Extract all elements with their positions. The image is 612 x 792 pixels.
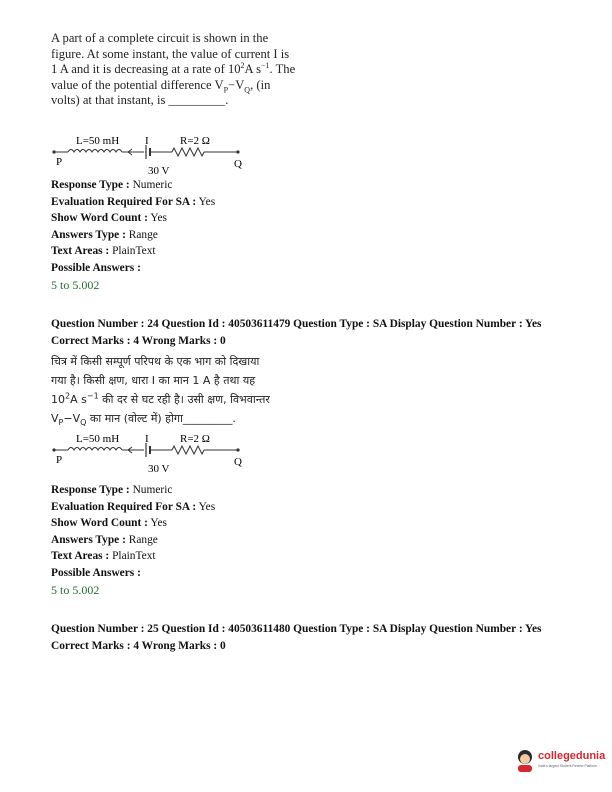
meta-value: Yes [198, 500, 216, 513]
terminal-q-label: Q [234, 158, 242, 170]
q23-blank: _________. [168, 93, 229, 108]
q24-text-part: V [51, 412, 59, 425]
meta-label: Answers Type : [51, 228, 126, 241]
terminal-q [236, 150, 239, 153]
question-24-header: Question Number : 24 Question Id : 40503611479 Question Type : SA Display Question Number : Yes [51, 318, 542, 330]
meta-row [51, 243, 215, 260]
inductor-label: L=50 mH [76, 135, 120, 147]
q24-text-part: की दर से घट रही है। उसी क्षण, विभवान्तर [98, 393, 270, 406]
resistor-zigzag [172, 148, 204, 156]
question-25-marks: Correct Marks : 4 Wrong Marks : 0 [51, 640, 226, 652]
meta-value: Yes [150, 212, 167, 225]
battery-label: 30 V [148, 463, 170, 475]
meta-label: Response Type : [51, 179, 130, 191]
possible-answer-23: 5 to 5.002 [51, 278, 100, 292]
q23-text-part: A s [244, 62, 261, 77]
meta-value: Yes [150, 517, 167, 530]
q24-line: गया है। किसी क्षण, धारा I का मान 1 A है तथा यह [51, 374, 256, 387]
meta-label: Answers Type : [51, 533, 126, 546]
meta-row [51, 227, 215, 244]
meta-label: Text Areas : [51, 245, 110, 258]
circuit-diagram-1 [50, 134, 250, 178]
meta-label: Text Areas : [51, 550, 110, 563]
terminal-p-label: P [56, 454, 63, 466]
q24-text-part: का मान (वोल्ट में) होगा_________. [86, 412, 236, 425]
q24-text-part: −V [63, 412, 81, 425]
q24-line [51, 390, 311, 409]
terminal-p-label: P [56, 156, 63, 168]
question-24-text [51, 352, 311, 428]
question-25-header: Question Number : 25 Question Id : 40503611480 Question Type : SA Display Question Number : Yes [51, 623, 542, 635]
q23-sub: P [223, 85, 229, 95]
meta-label: Possible Answers : [51, 261, 141, 274]
meta-row [51, 565, 215, 582]
collegedunia-logo [514, 744, 606, 778]
q23-text-part: −V [228, 77, 245, 92]
meta-row [51, 532, 215, 549]
q24-sup: −1 [86, 391, 99, 401]
meta-row [51, 482, 215, 499]
meta-row [51, 194, 215, 211]
inductor-coil [68, 448, 122, 451]
meta-value: PlainText [112, 550, 156, 563]
q24-sub: P [58, 418, 64, 428]
question-23-meta [51, 177, 215, 277]
mascot-icon [514, 748, 536, 772]
question-24-marks: Correct Marks : 4 Wrong Marks : 0 [51, 335, 226, 347]
possible-answer-24: 5 to 5.002 [51, 583, 100, 597]
meta-label: Evaluation Required For SA : [51, 500, 197, 513]
meta-row [51, 499, 215, 516]
q24-sup: 2 [65, 391, 71, 401]
q23-sup: −1 [261, 61, 270, 70]
meta-value: Numeric [132, 484, 173, 496]
current-label: I [145, 433, 149, 445]
resistor-zigzag [172, 446, 204, 454]
q24-line: चित्र में किसी सम्पूर्ण परिपथ के एक भाग को दिखाया [51, 355, 260, 368]
meta-row [51, 260, 215, 277]
q23-text-part: , (in volts) at that instant, is [51, 77, 271, 108]
q23-text-part: A part of a complete circuit is shown in the figure. At some instant, the value of current I is 1 A and it is decreasing at a rate of 10 [51, 31, 290, 77]
meta-value: PlainText [112, 245, 156, 258]
q23-sup: 2 [240, 61, 245, 70]
inductor-label: L=50 mH [76, 433, 120, 445]
meta-value: Numeric [132, 179, 173, 191]
meta-value: Range [128, 228, 158, 241]
question-24-meta [51, 482, 215, 582]
inductor-coil [68, 150, 122, 153]
meta-label: Show Word Count : [51, 212, 148, 225]
meta-label: Response Type : [51, 484, 130, 496]
circuit-diagram-2 [50, 432, 250, 476]
logo-name: collegedunia [538, 750, 606, 762]
q24-line [51, 409, 311, 428]
q24-text-part: 10 [51, 393, 65, 406]
terminal-q-label: Q [234, 456, 242, 468]
meta-label: Possible Answers : [51, 566, 141, 579]
meta-value: Yes [198, 195, 216, 208]
meta-row [51, 210, 215, 227]
question-23-text [51, 31, 296, 109]
terminal-q [236, 448, 239, 451]
resistor-label: R=2 Ω [180, 433, 210, 445]
logo-tagline: India's largest Student Review Platform [538, 764, 598, 768]
resistor-label: R=2 Ω [180, 135, 210, 147]
meta-row [51, 548, 215, 565]
meta-label: Evaluation Required For SA : [51, 195, 197, 208]
meta-row [51, 515, 215, 532]
meta-value: Range [128, 533, 158, 546]
q24-sub: Q [80, 418, 87, 428]
battery-label: 30 V [148, 165, 170, 177]
current-label: I [145, 135, 149, 147]
meta-row [51, 177, 215, 194]
meta-label: Show Word Count : [51, 517, 148, 530]
q23-text-part: . The value of the potential difference V [51, 62, 296, 92]
q24-text-part: A s [70, 393, 87, 406]
q23-sub: Q [244, 85, 251, 95]
terminal-p [52, 150, 55, 153]
terminal-p [52, 448, 55, 451]
